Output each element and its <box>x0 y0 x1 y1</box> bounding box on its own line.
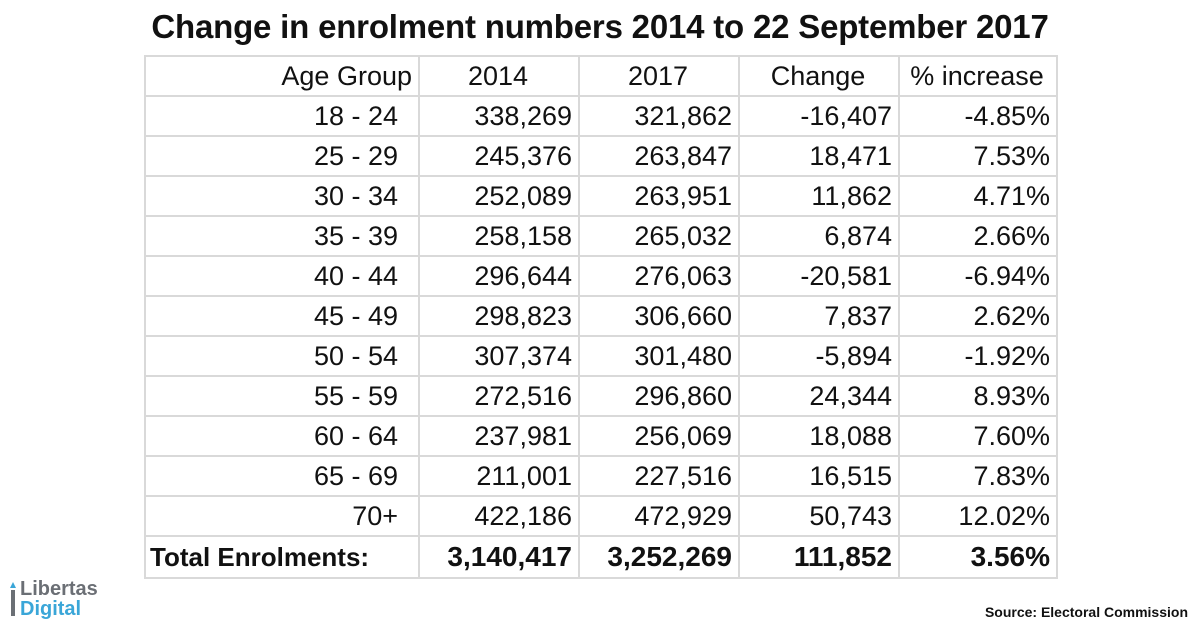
change-cell: 24,344 <box>739 376 899 416</box>
age-group-cell: 70+ <box>145 496 419 536</box>
enrolment-2014-cell: 307,374 <box>419 336 579 376</box>
header-change: Change <box>739 56 899 96</box>
total-row <box>145 536 1057 578</box>
logo-mark-icon <box>10 582 16 616</box>
change-cell: 18,471 <box>739 136 899 176</box>
total-label: Total Enrolments: <box>145 536 419 578</box>
percent-increase-cell: 7.83% <box>899 456 1057 496</box>
percent-increase-cell: 12.02% <box>899 496 1057 536</box>
percent-increase-cell: -1.92% <box>899 336 1057 376</box>
header-2014: 2014 <box>419 56 579 96</box>
table-row <box>145 336 1057 376</box>
table-row <box>145 496 1057 536</box>
table-row <box>145 216 1057 256</box>
total-change: 111,852 <box>739 536 899 578</box>
total-2014: 3,140,417 <box>419 536 579 578</box>
table-row <box>145 296 1057 336</box>
header-2017: 2017 <box>579 56 739 96</box>
source-note: Source: Electoral Commission <box>984 604 1188 620</box>
libertas-digital-logo <box>10 578 120 622</box>
age-group-cell: 30 - 34 <box>145 176 419 216</box>
age-group-cell: 50 - 54 <box>145 336 419 376</box>
table-row <box>145 376 1057 416</box>
enrolment-2014-cell: 237,981 <box>419 416 579 456</box>
enrolment-2017-cell: 265,032 <box>579 216 739 256</box>
age-group-cell: 18 - 24 <box>145 96 419 136</box>
header-age-group: Age Group <box>145 56 419 96</box>
change-cell: -5,894 <box>739 336 899 376</box>
enrolment-2014-cell: 296,644 <box>419 256 579 296</box>
change-cell: -20,581 <box>739 256 899 296</box>
enrolment-2014-cell: 338,269 <box>419 96 579 136</box>
age-group-cell: 40 - 44 <box>145 256 419 296</box>
enrolment-2014-cell: 298,823 <box>419 296 579 336</box>
enrolment-2014-cell: 245,376 <box>419 136 579 176</box>
enrolment-2017-cell: 472,929 <box>579 496 739 536</box>
change-cell: 6,874 <box>739 216 899 256</box>
percent-increase-cell: 2.66% <box>899 216 1057 256</box>
enrolment-2014-cell: 211,001 <box>419 456 579 496</box>
enrolment-2014-cell: 252,089 <box>419 176 579 216</box>
header-percent-increase: % increase <box>899 56 1057 96</box>
enrolment-table <box>144 55 1058 579</box>
percent-increase-cell: 4.71% <box>899 176 1057 216</box>
table-row <box>145 176 1057 216</box>
change-cell: 18,088 <box>739 416 899 456</box>
table-row <box>145 256 1057 296</box>
enrolment-2017-cell: 301,480 <box>579 336 739 376</box>
total-percent: 3.56% <box>899 536 1057 578</box>
change-cell: 16,515 <box>739 456 899 496</box>
enrolment-2017-cell: 227,516 <box>579 456 739 496</box>
percent-increase-cell: -6.94% <box>899 256 1057 296</box>
enrolment-2017-cell: 306,660 <box>579 296 739 336</box>
change-cell: -16,407 <box>739 96 899 136</box>
table-row <box>145 96 1057 136</box>
age-group-cell: 65 - 69 <box>145 456 419 496</box>
age-group-cell: 25 - 29 <box>145 136 419 176</box>
enrolment-2014-cell: 272,516 <box>419 376 579 416</box>
table-header-row <box>145 56 1057 96</box>
enrolment-2017-cell: 296,860 <box>579 376 739 416</box>
age-group-cell: 60 - 64 <box>145 416 419 456</box>
enrolment-2014-cell: 258,158 <box>419 216 579 256</box>
total-2017: 3,252,269 <box>579 536 739 578</box>
enrolment-2014-cell: 422,186 <box>419 496 579 536</box>
table-row <box>145 416 1057 456</box>
change-cell: 11,862 <box>739 176 899 216</box>
percent-increase-cell: 7.60% <box>899 416 1057 456</box>
change-cell: 50,743 <box>739 496 899 536</box>
percent-increase-cell: 7.53% <box>899 136 1057 176</box>
enrolment-2017-cell: 263,951 <box>579 176 739 216</box>
age-group-cell: 35 - 39 <box>145 216 419 256</box>
enrolment-2017-cell: 256,069 <box>579 416 739 456</box>
enrolment-2017-cell: 263,847 <box>579 136 739 176</box>
logo-line1: Libertas <box>20 578 98 600</box>
table-row <box>145 136 1057 176</box>
page-title: Change in enrolment numbers 2014 to 22 September 2017 <box>151 8 1049 45</box>
change-cell: 7,837 <box>739 296 899 336</box>
enrolment-2017-cell: 276,063 <box>579 256 739 296</box>
age-group-cell: 45 - 49 <box>145 296 419 336</box>
table-row <box>145 456 1057 496</box>
logo-line2: Digital <box>20 598 82 620</box>
enrolment-2017-cell: 321,862 <box>579 96 739 136</box>
age-group-cell: 55 - 59 <box>145 376 419 416</box>
percent-increase-cell: -4.85% <box>899 96 1057 136</box>
percent-increase-cell: 2.62% <box>899 296 1057 336</box>
percent-increase-cell: 8.93% <box>899 376 1057 416</box>
